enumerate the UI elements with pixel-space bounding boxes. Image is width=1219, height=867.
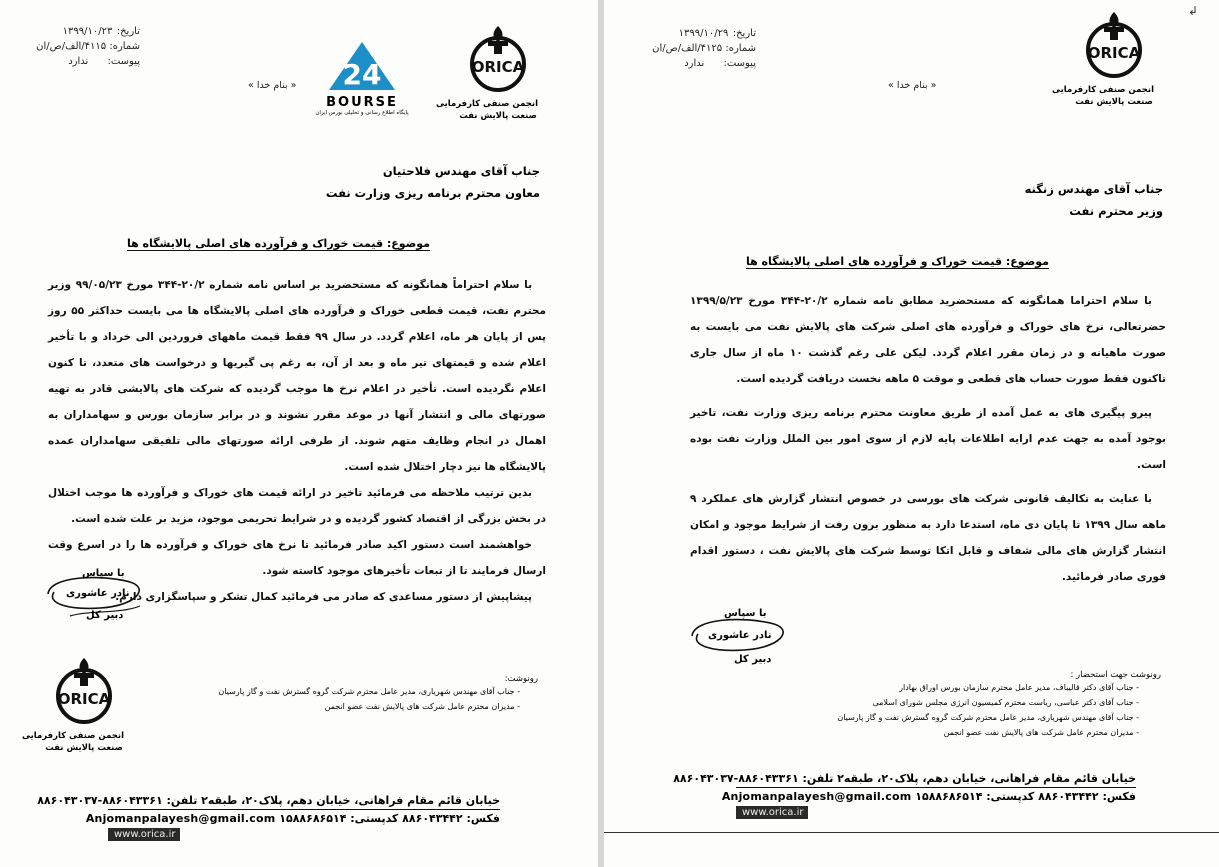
footer-website[interactable]: www.orica.ir: [736, 806, 808, 819]
attachment-label: پیوست:: [723, 58, 756, 69]
arrow-icon[interactable]: ↲: [1188, 4, 1199, 18]
orica-logo: [435, 22, 538, 122]
date-label: تاریخ:: [116, 26, 140, 37]
orica-logo-icon: [458, 22, 538, 94]
paragraph-1: با سلام احتراما همانگونه که مستحضرید مطابق نامه شماره ۲۰/۲-۳۴۴ مورخ ۱۳۹۹/۵/۲۳ حضرتعالی، نرخ های خوراک و فرآورده های اصلی شرکت های پالایش نفت می بایست به صورت ماهیانه و در زمان مقرر اعلام گردد. لیکن علی رغم گذشت ۱۰ ماه از سال جاری تاکنون فقط صورت حساب های قطعی و موقت ۵ ماهه نخست دریافت گردیده است.: [690, 295, 1166, 385]
recipient: [120, 160, 540, 204]
footer-address: خیابان قائم مقام فراهانی، خیابان دهم، پلاک۲۰، طبقه۲ تلفن: ۸۸۶۰۴۳۳۶۱-۸۸۶۰۴۳۰۳۷: [673, 772, 1136, 785]
recipient-name: جناب آقای مهندس زنگنه: [1024, 182, 1163, 196]
logo-caption-2: صنعت پالایش نفت: [1075, 97, 1153, 107]
page-bottom-divider: [604, 832, 1219, 833]
bourse-logo-text: BOURSE: [326, 95, 398, 110]
cc-title: رونوشت جهت استحضار :: [1070, 670, 1161, 680]
signature-title: دبیر کل: [86, 610, 124, 621]
paragraph-4: پیشاپیش از دستور مساعدی که صادر می فرمائید کمال تشکر و سپاسگزاری دارم.: [115, 591, 532, 603]
letter-left: [0, 0, 598, 867]
signature-title: دبیر کل: [734, 654, 772, 665]
attachment-label: پیوست:: [107, 56, 140, 67]
bourse-logo: [312, 40, 412, 116]
attachment-value: ندارد: [684, 58, 705, 69]
orica-logo-bottom: [21, 654, 124, 754]
signature-thanks: با سپاس: [82, 568, 125, 579]
number-value: ۴۱۱۵/الف/ص/ان: [36, 41, 107, 52]
number-value: ۴۱۲۵/الف/ص/ان: [652, 43, 723, 54]
letter-right: [604, 0, 1219, 867]
logo-text: ORICA: [1087, 44, 1141, 62]
signature: [40, 566, 160, 628]
orica-logo-icon: [44, 654, 124, 726]
recipient: [743, 178, 1163, 222]
subject-wrap: [127, 232, 430, 251]
number-label: شماره:: [725, 43, 756, 54]
footer-email-fax: فکس: ۸۸۶۰۴۳۴۴۲ کدپستی: ۱۵۸۸۶۸۶۵۱۴ Anjomanpalayesh@gmail.com: [85, 812, 500, 825]
letter-meta: [20, 24, 140, 69]
signature-name: نادر عاشوری: [66, 588, 130, 599]
logo-text: ORICA: [471, 58, 525, 76]
date-value: ۱۳۹۹/۱۰/۲۹: [678, 28, 729, 39]
logo-caption-2: صنعت پالایش نفت: [45, 743, 123, 753]
cc-title: رونوشت:: [504, 674, 538, 684]
subject-wrap: [746, 250, 1049, 269]
bourse-logo-sub: پایگاه اطلاع رسانی و تحلیلی بورس ایران: [315, 110, 409, 116]
recipient-title: وزیر محترم نفت: [1069, 204, 1163, 218]
cc-block: [158, 674, 538, 714]
cc-item: - جناب آقای دکتر قالیباف، مدیر عامل محترم سازمان بورس اوراق بهادار: [899, 683, 1139, 692]
date-value: ۱۳۹۹/۱۰/۲۳: [62, 26, 113, 37]
logo-caption-2: صنعت پالایش نفت: [459, 111, 537, 121]
logo-caption-1: انجمن صنفی کارفرمایی: [21, 731, 124, 741]
subject: موضوع: قیمت خوراک و فرآورده های اصلی پالایشگاه ها: [126, 237, 430, 250]
logo-caption-1: انجمن صنفی کارفرمایی: [435, 99, 538, 109]
cc-item: - جناب آقای مهندس شهریاری، مدیر عامل محترم شرکت گروه گسترش نفت و گاز پارسیان: [837, 713, 1139, 722]
subject: موضوع: قیمت خوراک و فرآورده های اصلی پالایشگاه ها: [745, 255, 1049, 268]
recipient-name: جناب آقای مهندس فلاحتیان: [382, 164, 540, 178]
paragraph-1: با سلام احتراماً همانگونه که مستحضرید بر اساس نامه شماره ۲۰/۲-۳۴۴ مورخ ۹۹/۰۵/۲۳ وزیر محترم نفت، قیمت قطعی خوراک و فرآورده های اصلی پالایشگاه ها می بایست حداکثر ۵۵ روز پس از پایان هر ماه، اعلام گردد. در سال ۹۹ فقط قیمت ماههای فروردین الی خرداد و با تأخیر اعلام شده و قیمتهای تیر ماه و بعد از آن، به رغم پی گیریها و درخواست های متعدد، تا کنون اعلام نگردیده است. تأخیر در اعلام نرخ ها موجب گردیده که شرکت های پالایشی قادر به تهیه صورتهای مالی و انتشار آنها در موعد مقرر نشوند و در برابر سازمان بورس و سهامداران به اهمال در انجام وظایف متهم شوند. از طرفی ارائه صورتهای مالی تلفیقی سهامداران عمده پالایشگاه ها نیز دچار اختلال شده است.: [48, 279, 546, 473]
basmala: « بنام خدا »: [248, 80, 297, 91]
recipient-title: معاون محترم برنامه ریزی وزارت نفت: [325, 186, 540, 200]
footer-address: خیابان قائم مقام فراهانی، خیابان دهم، پلاک۲۰، طبقه۲ تلفن: ۸۸۶۰۴۳۳۶۱-۸۸۶۰۴۳۰۳۷: [37, 794, 500, 807]
cc-item: - مدیران محترم عامل شرکت های پالایش نفت عضو انجمن: [943, 728, 1139, 737]
signature-thanks: با سپاس: [724, 608, 767, 619]
number-label: شماره:: [109, 41, 140, 52]
logo-text: ORICA: [57, 690, 111, 708]
cc-item: - جناب آقای مهندس شهریاری، مدیر عامل محترم شرکت گروه گسترش نفت و گاز پارسیان: [218, 687, 520, 696]
letter-body: [48, 272, 546, 610]
footer-website[interactable]: www.orica.ir: [108, 828, 180, 841]
basmala: « بنام خدا »: [888, 80, 937, 91]
attachment-value: ندارد: [68, 56, 89, 67]
cc-item: - مدیران محترم عامل شرکت های پالایش نفت عضو انجمن: [324, 702, 520, 711]
date-label: تاریخ:: [732, 28, 756, 39]
orica-logo-icon: [1074, 8, 1154, 80]
bourse-logo-icon: [327, 40, 397, 92]
cc-block: [761, 670, 1161, 740]
letter-meta: [628, 26, 756, 71]
signature: [684, 604, 804, 670]
paragraph-2: بدین ترتیب ملاحظه می فرمائید تاخیر در ارائه قیمت های خوراک و فرآورده ها موجب اختلال در بخش بزرگی از اقتصاد کشور گردیده و در شرایط تحریمی موجود، مزید بر علت شده است.: [48, 487, 546, 525]
logo-caption-1: انجمن صنفی کارفرمایی: [1051, 85, 1154, 95]
paragraph-3: با عنایت به تکالیف قانونی شرکت های بورسی در خصوص انتشار گزارش های عملکرد ۹ ماهه سال ۱۳۹۹ تا پایان دی ماه، استدعا دارد به منظور برون رفت از شرایط موجود و امکان انتشار گزارش های مالی شفاف و قابل اتکا توسط شرکت های پالایش نفت ، دستور اقدام فوری صادر فرمائید.: [690, 493, 1166, 583]
letter-body: [690, 288, 1166, 590]
footer: [673, 772, 1136, 819]
footer-email-fax: فکس: ۸۸۶۰۴۳۴۴۲ کدپستی: ۱۵۸۸۶۸۶۵۱۴ Anjomanpalayesh@gmail.com: [721, 790, 1136, 803]
signature-name: نادر عاشوری: [708, 630, 772, 641]
orica-logo: [1051, 8, 1154, 108]
paragraph-3: خواهشمند است دستور اکید صادر فرمائید تا نرخ های خوراک و فرآورده ها را در اسرع وقت ارسال فرمایند تا از تبعات تأخیرهای موجود کاسته شود.: [48, 539, 546, 577]
svg-text:24: 24: [342, 58, 382, 91]
footer: [37, 794, 500, 841]
cc-item: - جناب آقای دکتر عباسی، ریاست محترم کمیسیون انرژی مجلس شورای اسلامی: [872, 698, 1139, 707]
paragraph-2: پیرو پیگیری های به عمل آمده از طریق معاونت محترم برنامه ریزی وزارت نفت، تاخیر بوجود آمده به جهت عدم ارایه اطلاعات پایه لازم از سوی امور بین الملل وزارت نفت بوده است.: [690, 407, 1166, 471]
